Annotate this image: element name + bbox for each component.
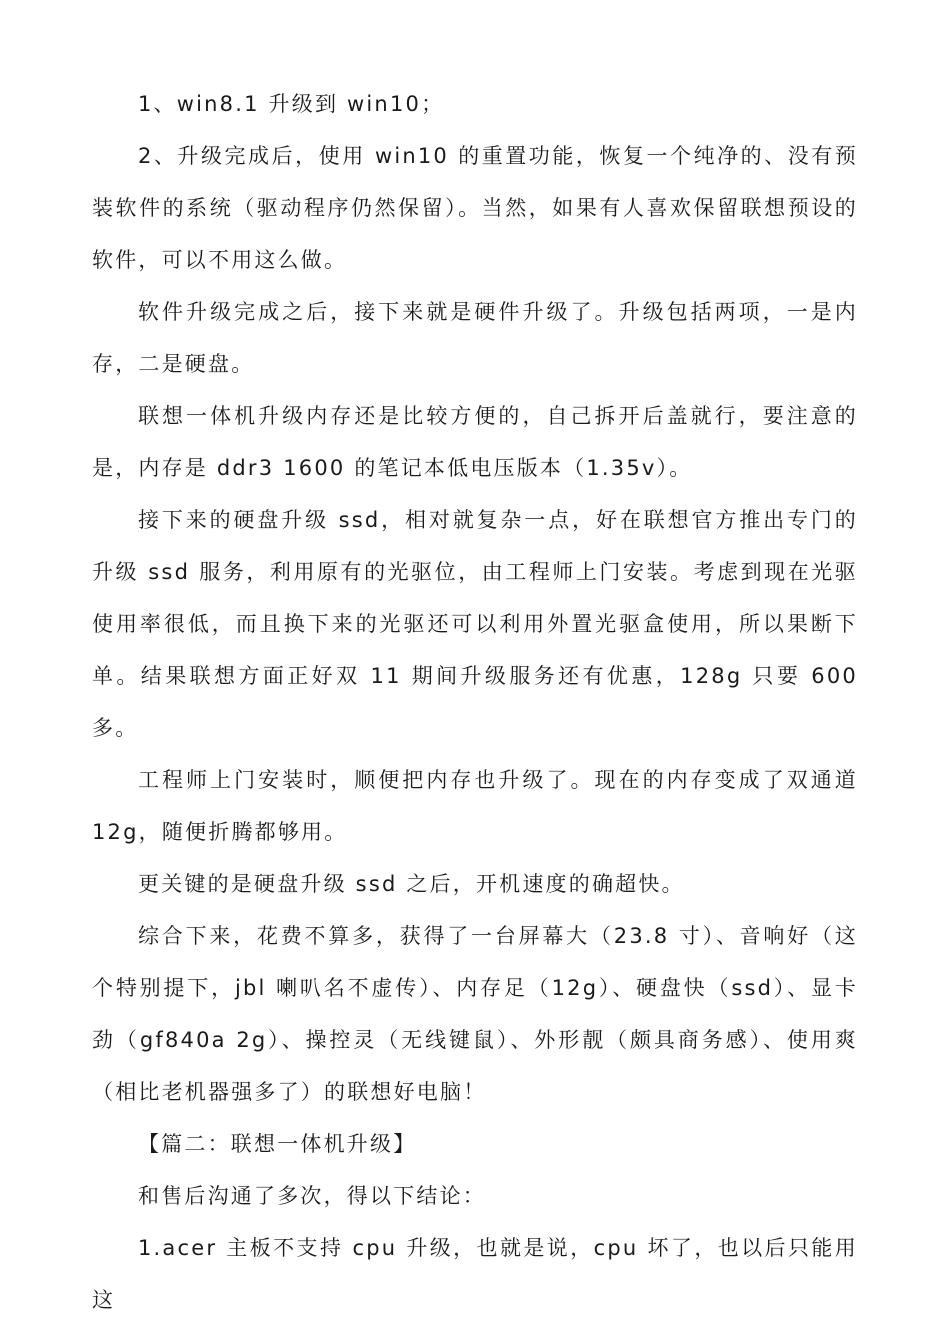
paragraph-engineer-install: 工程师上门安装时，顺便把内存也升级了。现在的内存变成了双通道 12g，随便折腾都够用。 [92,768,858,844]
paragraph-hardware-upgrade: 软件升级完成之后，接下来就是硬件升级了。升级包括两项，一是内存，二是硬盘。 [92,300,858,376]
paragraph-step-2: 2、升级完成后，使用 win10 的重置功能，恢复一个纯净的、没有预装软件的系统（驱动程序仍然保留）。当然，如果有人喜欢保留联想预设的软件，可以不用这么做。 [92,144,858,272]
paragraph-memory-upgrade: 联想一体机升级内存还是比较方便的，自己拆开后盖就行，要注意的是，内存是 ddr3 1600 的笔记本低电压版本（1.35v）。 [92,404,858,480]
paragraph-step-1: 1、win8.1 升级到 win10； [138,92,445,116]
paragraph-summary: 综合下来，花费不算多，获得了一台屏幕大（23.8 寸）、音响好（这个特别提下，jbl 喇叭名不虚传）、内存足（12g）、硬盘快（ssd）、显卡劲（gf840a 2g）、操控灵（无线键鼠）、外形靓（颇具商务感）、使用爽（相比老机器强多了）的联想好电脑！ [92,924,858,1104]
paragraph-boot-speed: 更关键的是硬盘升级 ssd 之后，开机速度的确超快。 [138,872,685,896]
section-heading: 【篇二：联想一体机升级】 [138,1132,417,1156]
paragraph-after-sales: 和售后沟通了多次，得以下结论： [138,1184,486,1208]
paragraph-conclusion-1: 1.acer 主板不支持 cpu 升级，也就是说，cpu 坏了，也以后只能用这 [92,1236,858,1312]
document-body [92,78,858,1326]
paragraph-ssd-upgrade: 接下来的硬盘升级 ssd，相对就复杂一点，好在联想官方推出专门的升级 ssd 服务，利用原有的光驱位，由工程师上门安装。考虑到现在光驱使用率很低，而且换下来的光驱还可以利用外置光驱盒使用，所以果断下单。结果联想方面正好双 11 期间升级服务还有优惠，128g 只要 600 多。 [92,508,858,740]
